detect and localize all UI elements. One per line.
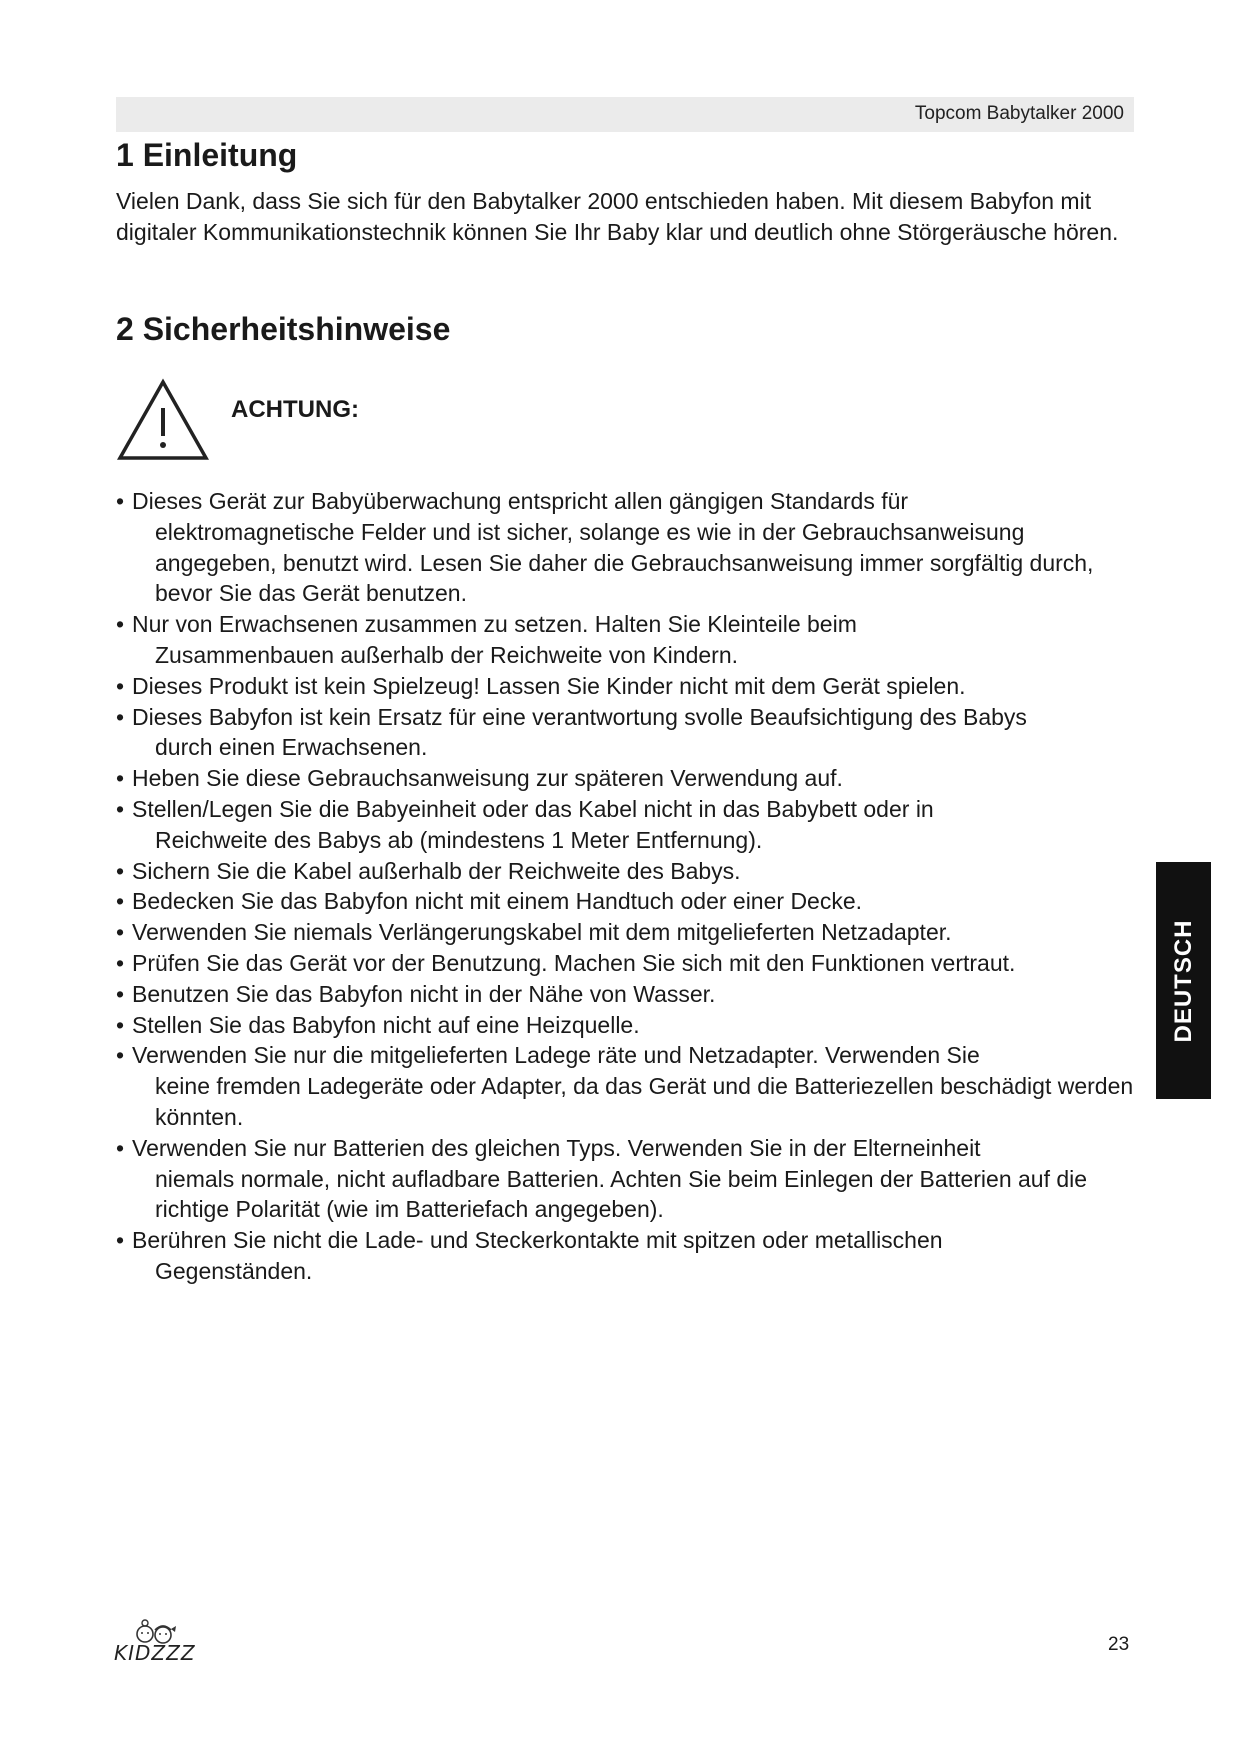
bullet-text-continued: Reichweite des Babys ab (mindestens 1 Meter Entfernung). [155, 826, 763, 853]
safety-bullet-list [116, 486, 1136, 1287]
header-title: Topcom Babytalker 2000 [914, 103, 1124, 124]
bullet-text: Dieses Babyfon ist kein Ersatz für eine verantwortung svolle Beaufsichtigung des Babys [132, 703, 1027, 730]
bullet-text: Stellen/Legen Sie die Babyeinheit oder das Kabel nicht in das Babybett oder in [132, 795, 934, 822]
bullet-text-continued: keine fremden Ladegeräte oder Adapter, da das Gerät und die Batteriezellen beschädigt werden könnten. [155, 1073, 1134, 1130]
bullet-symbol: • [116, 919, 125, 946]
warning-label: ACHTUNG: [231, 396, 359, 423]
bullet-symbol: • [116, 1134, 125, 1161]
bullet-symbol: • [116, 949, 125, 976]
safety-bullet-item [116, 671, 1136, 702]
language-tab [1156, 862, 1211, 1099]
safety-bullet-item [116, 1010, 1136, 1041]
language-tab-label: DEUTSCH [1169, 918, 1197, 1043]
bullet-symbol: • [116, 611, 125, 638]
safety-bullet-item [116, 609, 1136, 671]
intro-paragraph: Vielen Dank, dass Sie sich für den Babytalker 2000 entschieden haben. Mit diesem Babyfon mit digitaler Kommunikationstechnik können Sie Ihr Baby klar und deutlich ohne Störgeräusche hören. [116, 188, 1119, 245]
safety-bullet-item [116, 917, 1136, 948]
safety-bullet-item [116, 948, 1136, 979]
safety-bullet-item [116, 1040, 1136, 1132]
bullet-text: Bedecken Sie das Babyfon nicht mit einem Handtuch oder einer Decke. [132, 888, 863, 915]
safety-bullet-item [116, 1133, 1136, 1225]
safety-bullet-item [116, 702, 1136, 764]
bullet-text-continued: elektromagnetische Felder und ist sicher, solange es wie in der Gebrauchsanweisung angegeben, benutzt wird. Lesen Sie daher die Gebrauchsanweisung immer sorgfältig durch, bevor Sie das Gerät benutzen. [155, 518, 1094, 607]
bullet-text-continued: durch einen Erwachsenen. [155, 734, 428, 761]
section-heading-einleitung: 1 Einleitung [116, 137, 298, 173]
safety-bullet-item [116, 856, 1136, 887]
safety-bullet-item [116, 1225, 1136, 1287]
bullet-text: Sichern Sie die Kabel außerhalb der Reichweite des Babys. [132, 857, 741, 884]
bullet-text: Heben Sie diese Gebrauchsanweisung zur späteren Verwendung auf. [132, 765, 843, 792]
logo-text: KIDZZZ [114, 1641, 196, 1665]
bullet-text: Verwenden Sie niemals Verlängerungskabel mit dem mitgelieferten Netzadapter. [132, 919, 952, 946]
header-bar [116, 97, 1134, 132]
safety-bullet-item [116, 486, 1136, 609]
warning-triangle-icon [116, 378, 210, 462]
safety-bullet-item [116, 979, 1136, 1010]
section-heading-sicherheitshinweise: 2 Sicherheitshinweise [116, 311, 451, 347]
bullet-symbol: • [116, 488, 125, 514]
bullet-symbol: • [116, 672, 125, 699]
bullet-text: Dieses Produkt ist kein Spielzeug! Lassen Sie Kinder nicht mit dem Gerät spielen. [132, 672, 966, 699]
bullet-text-continued: Gegenständen. [155, 1257, 313, 1284]
bullet-text-continued: Zusammenbauen außerhalb der Reichweite von Kindern. [155, 641, 738, 668]
bullet-text: Verwenden Sie nur Batterien des gleichen Typs. Verwenden Sie in der Elterneinheit [132, 1134, 981, 1161]
bullet-text: Nur von Erwachsenen zusammen zu setzen. Halten Sie Kleinteile beim [132, 611, 857, 638]
safety-bullet-item [116, 886, 1136, 917]
bullet-text: Prüfen Sie das Gerät vor der Benutzung. Machen Sie sich mit den Funktionen vertraut. [132, 949, 1016, 976]
bullet-symbol: • [116, 980, 125, 1007]
bullet-symbol: • [116, 1011, 125, 1038]
bullet-symbol: • [116, 765, 125, 792]
bullet-text: Dieses Gerät zur Babyüberwachung entspricht allen gängigen Standards für [132, 488, 909, 514]
safety-bullet-item [116, 794, 1136, 856]
kidzzz-logo [114, 1617, 200, 1665]
bullet-text: Stellen Sie das Babyfon nicht auf eine Heizquelle. [132, 1011, 640, 1038]
bullet-text-continued: niemals normale, nicht aufladbare Batterien. Achten Sie beim Einlegen der Batterien auf die richtige Polarität (wie im Batteriefach angegeben). [155, 1165, 1088, 1223]
page-number: 23 [1108, 1634, 1130, 1655]
bullet-text: Benutzen Sie das Babyfon nicht in der Nähe von Wasser. [132, 980, 716, 1007]
bullet-symbol: • [116, 888, 125, 915]
bullet-text: Verwenden Sie nur die mitgelieferten Ladege räte und Netzadapter. Verwenden Sie [132, 1042, 980, 1069]
bullet-symbol: • [116, 795, 125, 822]
bullet-symbol: • [116, 703, 125, 730]
bullet-symbol: • [116, 1042, 125, 1069]
safety-bullet-item [116, 763, 1136, 794]
bullet-text: Berühren Sie nicht die Lade- und Steckerkontakte mit spitzen oder metallischen [132, 1227, 943, 1254]
bullet-symbol: • [116, 857, 125, 884]
bullet-symbol: • [116, 1227, 125, 1254]
